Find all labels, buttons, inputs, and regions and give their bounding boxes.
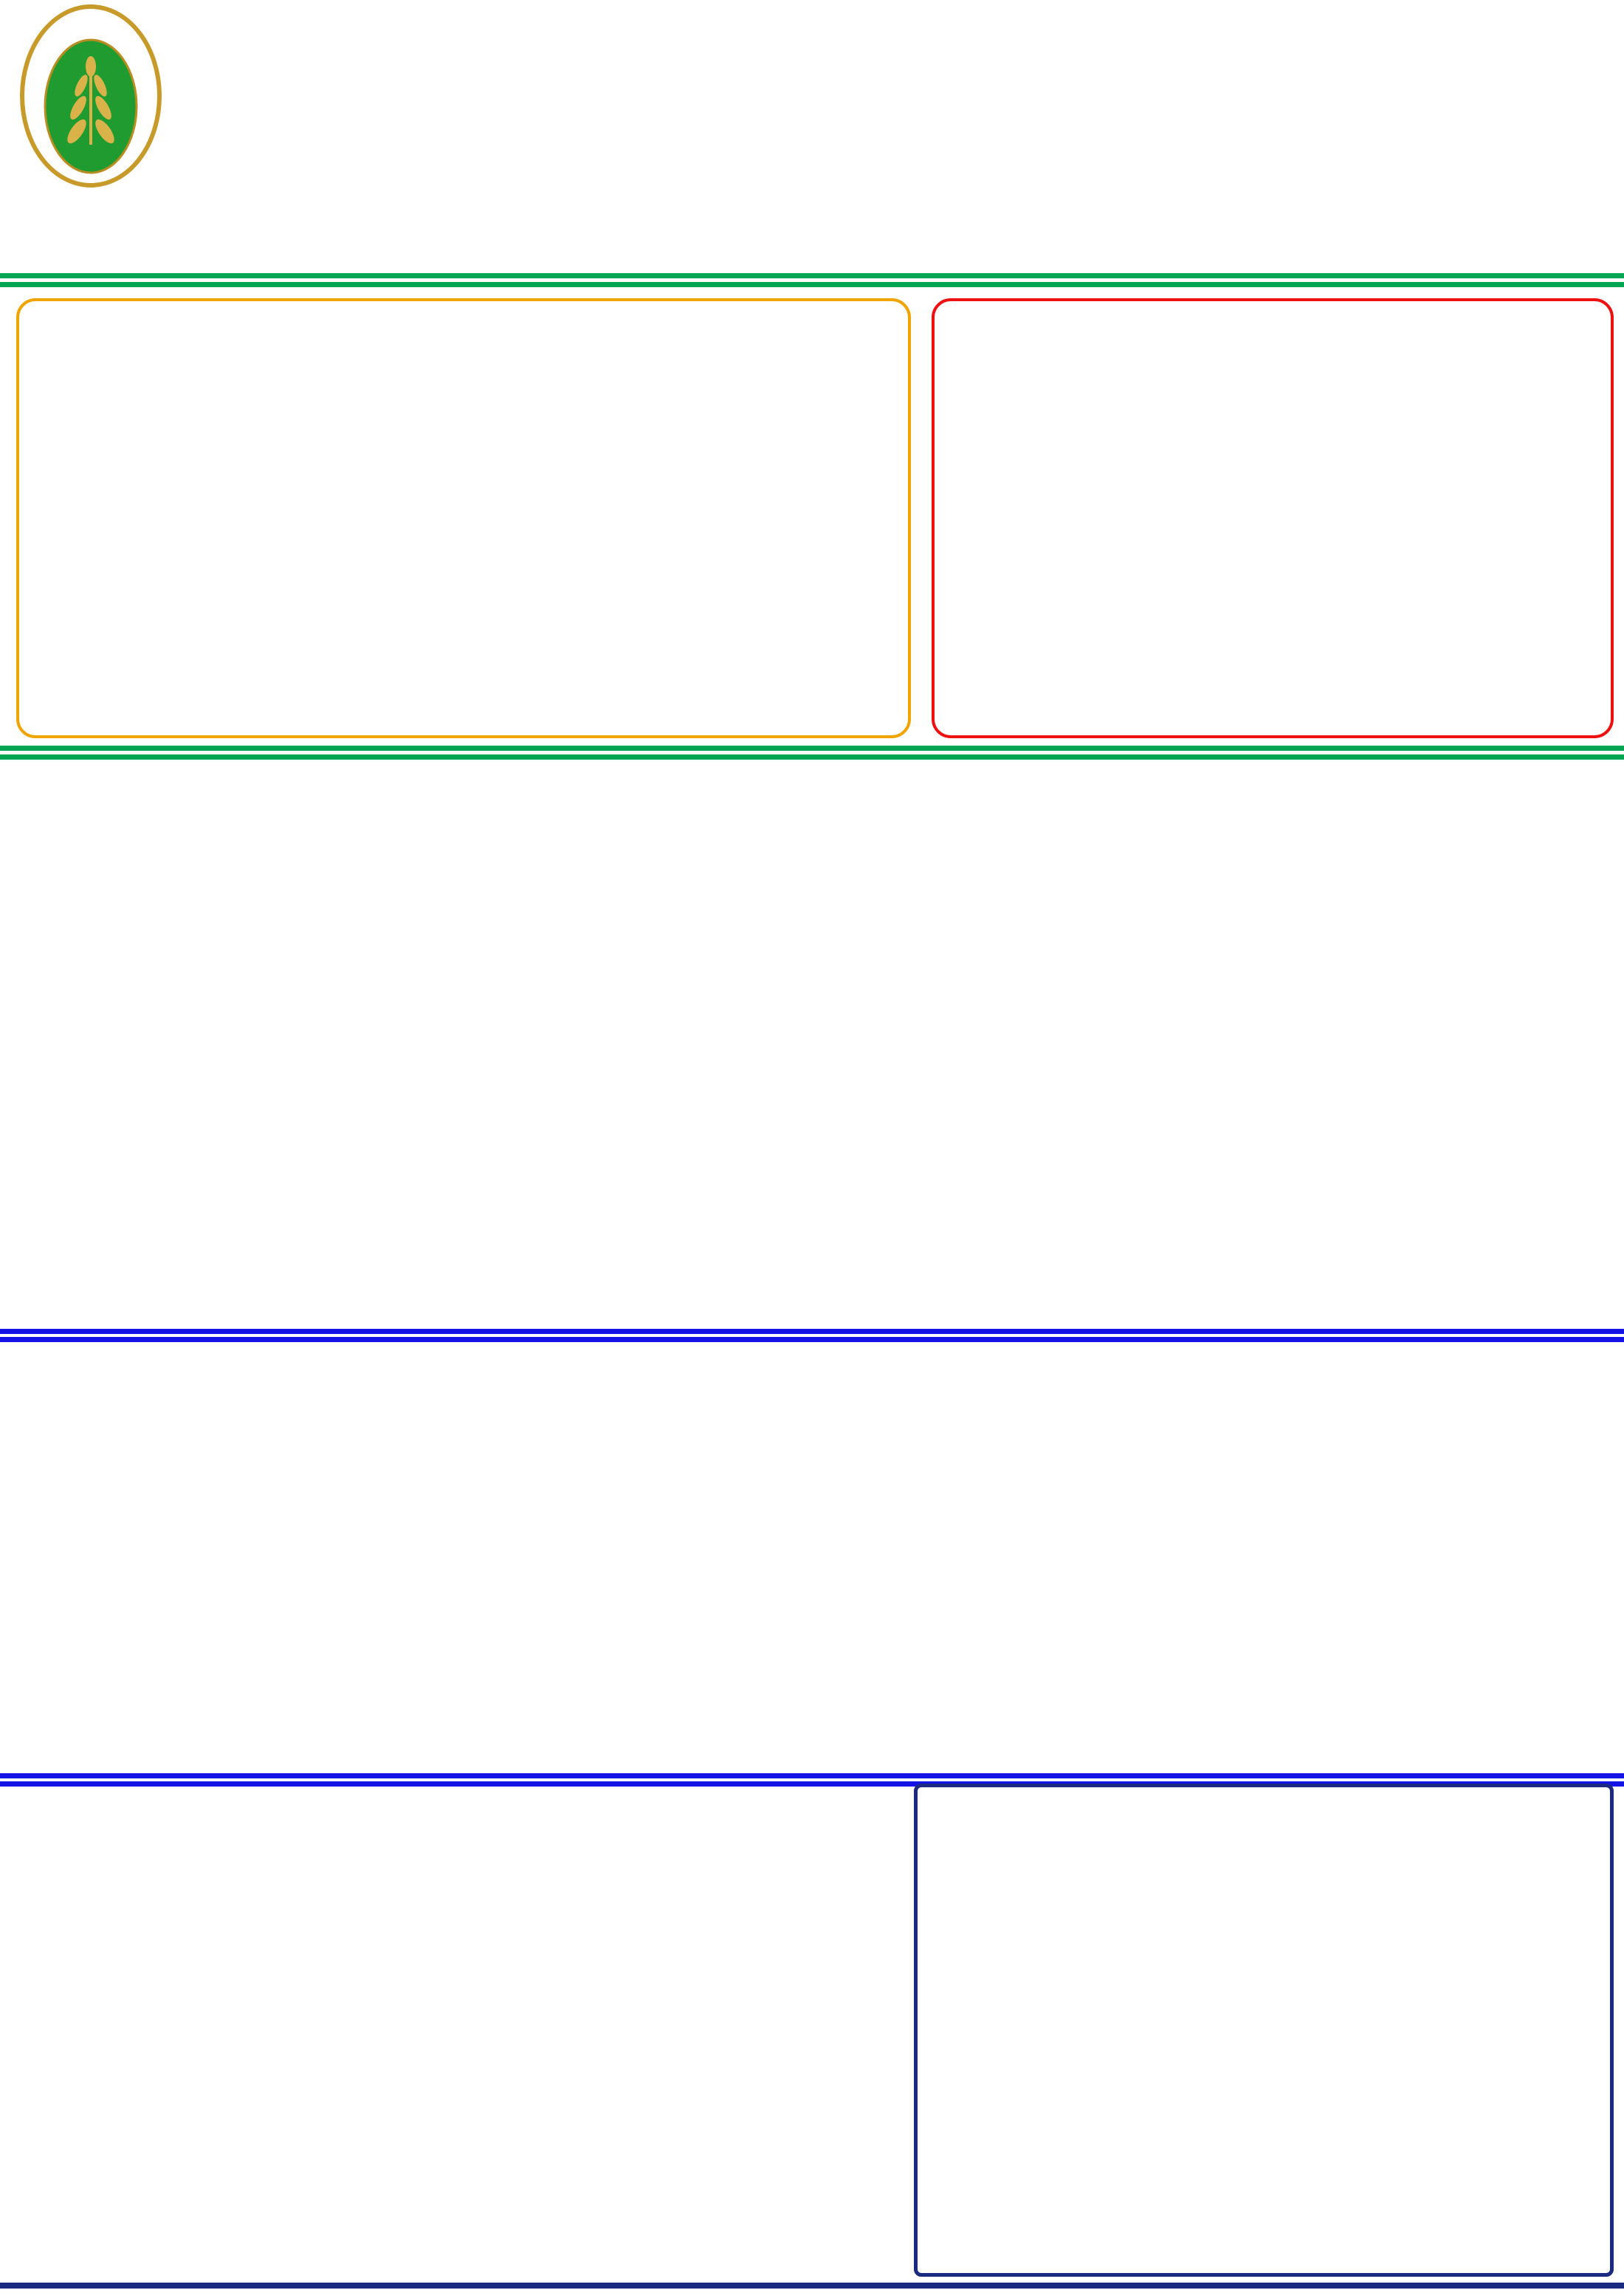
experimental-section	[932, 298, 1614, 738]
green-divider-top	[0, 273, 1624, 288]
fig5-temperature-chart	[622, 1355, 1115, 1708]
introduction-section	[16, 298, 911, 738]
green-divider-mid	[0, 746, 1624, 760]
fig1a-crystal-structure	[52, 811, 465, 1021]
fig1b-xrd-patterns-chart	[441, 821, 691, 1039]
fig4-concentration-chart	[21, 1345, 555, 1708]
blue-divider-1	[0, 1329, 1624, 1342]
fig2-excitation-chart	[740, 846, 1177, 1224]
fig1c-gsas-refinement-chart	[68, 1014, 472, 1218]
bottom-border	[0, 2283, 1624, 2289]
glassware-photo	[1383, 568, 1605, 731]
references-section	[914, 1784, 1614, 2277]
fig1d-sem-image	[447, 1034, 692, 1215]
fig6-decay-chart	[1146, 1355, 1621, 1696]
university-logo	[19, 4, 163, 188]
fig3-emission-chart	[1190, 846, 1618, 1224]
reagent-bottles-photo	[41, 582, 227, 729]
led-photo	[1341, 10, 1615, 136]
